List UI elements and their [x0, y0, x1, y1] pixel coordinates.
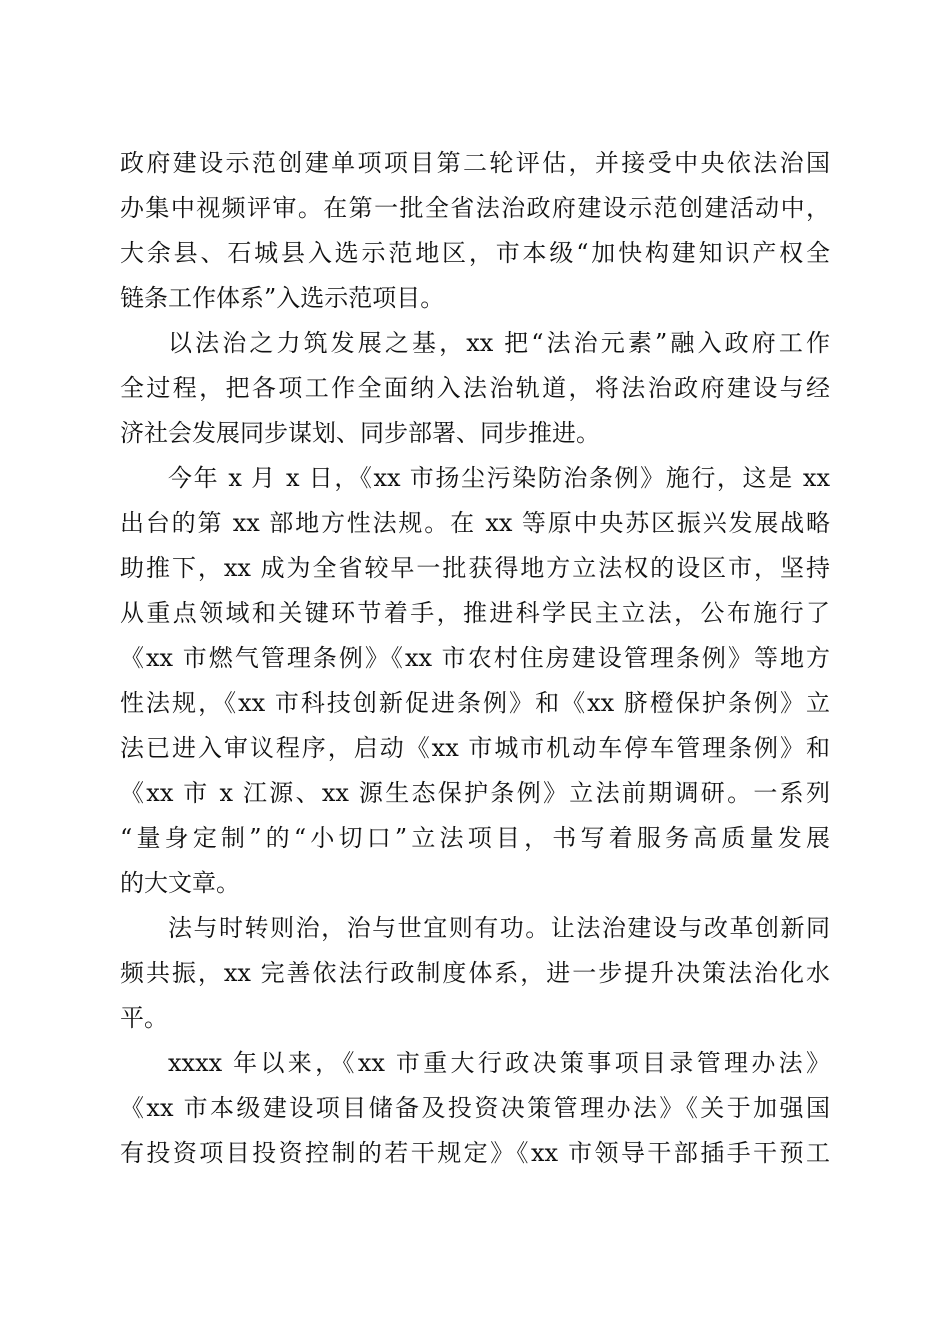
text-line: 法已进入审议程序，启动《xx 市城市机动车停车管理条例》和 [120, 734, 830, 762]
text-line: 助推下，xx 成为全省较早一批获得地方立法权的设区市，坚持 [120, 554, 830, 582]
text-line: 有投资项目投资控制的若干规定》《xx 市领导干部插手干预工 [120, 1139, 830, 1167]
text-line: 性法规，《xx 市科技创新促进条例》和《xx 脐橙保护条例》立 [120, 689, 830, 717]
text-line: 《xx 市本级建设项目储备及投资决策管理办法》《关于加强国 [120, 1094, 830, 1122]
text-line: 的大文章。 [120, 869, 240, 897]
text-line: 链条工作体系”入选示范项目。 [120, 284, 445, 312]
text-line: 全过程，把各项工作全面纳入法治轨道，将法治政府建设与经 [120, 374, 830, 402]
text-line: 平。 [120, 1004, 168, 1032]
text-line: xxxx 年以来，《xx 市重大行政决策事项目录管理办法》 [168, 1049, 830, 1077]
text-line: 政府建设示范创建单项项目第二轮评估，并接受中央依法治国 [120, 149, 830, 177]
text-line: 频共振，xx 完善依法行政制度体系，进一步提升决策法治化水 [120, 959, 830, 987]
text-line: “量身定制”的“小切口”立法项目，书写着服务高质量发展 [120, 824, 830, 852]
text-line: 《xx 市 x 江源、xx 源生态保护条例》立法前期调研。一系列 [120, 779, 830, 807]
text-line: 以法治之力筑发展之基，xx 把“法治元素”融入政府工作 [168, 329, 830, 357]
text-line: 从重点领域和关键环节着手，推进科学民主立法，公布施行了 [120, 599, 830, 627]
text-line: 大余县、石城县入选示范地区，市本级“加快构建知识产权全 [120, 239, 830, 267]
text-line: 法与时转则治，治与世宜则有功。让法治建设与改革创新同 [168, 914, 830, 942]
text-line: 出台的第 xx 部地方性法规。在 xx 等原中央苏区振兴发展战略 [120, 509, 830, 537]
text-line: 办集中视频评审。在第一批全省法治政府建设示范创建活动中， [120, 194, 830, 222]
text-line: 今年 x 月 x 日，《xx 市扬尘污染防治条例》施行，这是 xx [168, 464, 830, 492]
text-line: 《xx 市燃气管理条例》《xx 市农村住房建设管理条例》等地方 [120, 644, 830, 672]
text-line: 济社会发展同步谋划、同步部署、同步推进。 [120, 419, 600, 447]
